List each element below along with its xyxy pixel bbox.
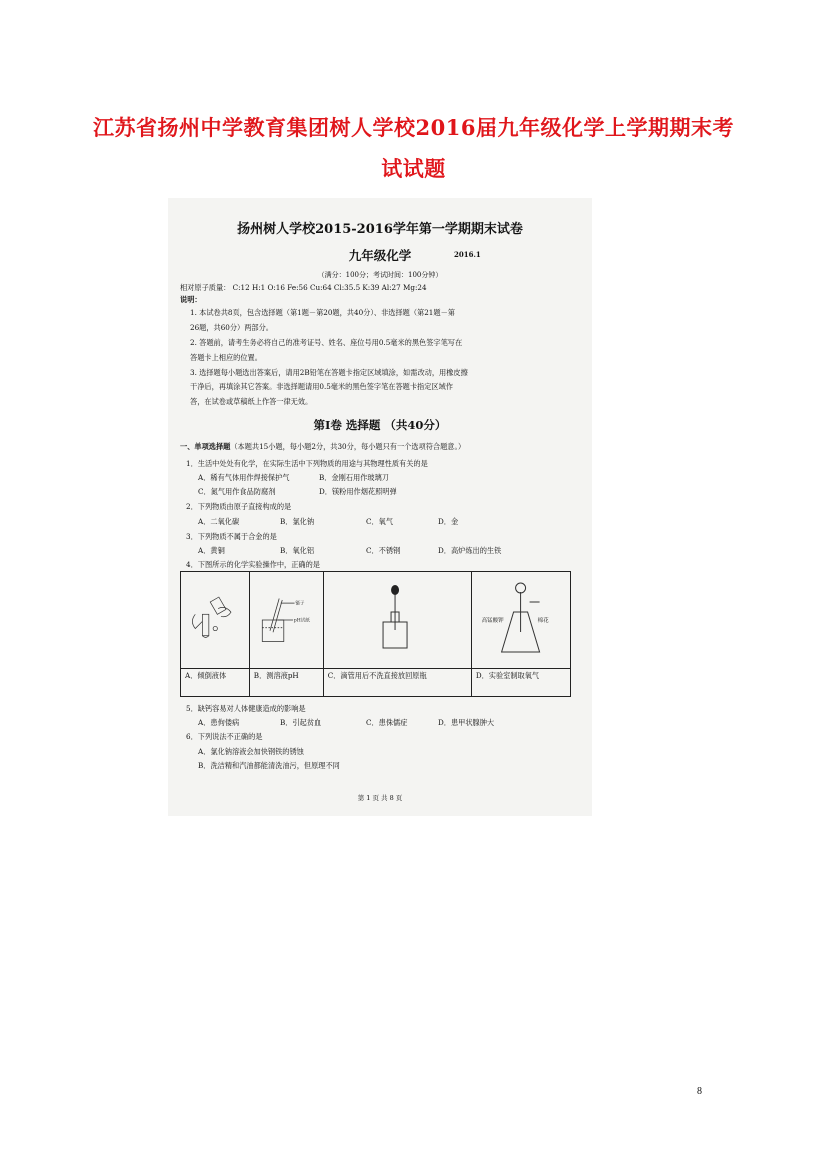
oxygen-setup-figure [472,572,570,668]
option: D．实验室制取氧气 [471,669,570,697]
option: B．氯化钠 [280,517,315,526]
option: B．引起贫血 [280,718,322,727]
exam-date: 2016.1 [454,250,481,259]
page-number: 8 [697,1086,702,1097]
option: A．倾倒液体 [181,669,250,697]
kmno4-label: 高锰酸钾 [481,618,504,624]
option: B．氧化铝 [280,546,315,555]
option: A．稀有气体用作焊接保护气 [198,473,290,482]
option: A．二氧化碳 [198,517,240,526]
option: C．滴管用后不洗直接放回原瓶 [323,669,471,697]
part1-heading: 一、单项选择题 [180,442,231,451]
pouring-liquid-figure [181,572,249,668]
document-title-line-2: 试试题 [381,156,446,181]
tweezers-label: 镊子 [295,601,305,607]
exam-title: 扬州树人学校2015-2016学年第一学期期末试卷 [237,222,523,237]
question-stem: 2．下列物质由原子直接构成的是 [186,502,292,511]
figure-b [249,572,323,669]
figure-a [181,572,250,669]
part1-note: （本题共15小题，每小题2分，共30分，每小题只有一个选项符合题意。） [230,442,466,451]
section-title: 第Ⅰ卷 选择题 （共40分） [313,418,447,432]
option: A．患佝偻病 [198,718,240,727]
instruction-line: 答题卡上相应的位置。 [190,353,262,362]
ph-paper-label: pH试纸 [293,618,310,624]
option: C．不锈钢 [366,546,401,555]
option: D．患甲状腺肿大 [438,718,495,727]
instructions-label: 说明： [180,295,202,304]
document-title-line-1: 江苏省扬州中学教育集团树人学校2016届九年级化学上学期期末考 [93,115,734,140]
question-stem: 4．下图所示的化学实验操作中，正确的是 [186,560,320,569]
question-stem: 5．缺钙容易对人体健康造成的影响是 [186,704,306,713]
option: C．氮气用作食品防腐剂 [198,487,276,496]
question-stem: 1．生活中处处有化学，在实际生活中下列物质的用途与其物理性质有关的是 [186,459,428,468]
option: C．患侏儒症 [366,718,408,727]
part1-heading-line [180,442,465,451]
atomic-masses: 相对原子质量： C:12 H:1 O:16 Fe:56 Cu:64 Cl:35.5 K:39 Al:27 Mg:24 [180,283,427,292]
option: B．洗洁精和汽油都能清洗油污，但原理不同 [198,761,340,770]
figure-d [471,572,570,669]
dropper-figure [324,572,471,668]
question-stem: 6．下列说法不正确的是 [186,732,263,741]
score-time-line: （满分：100分；考试时间：100分钟） [317,271,443,279]
option: D．高炉炼出的生铁 [438,546,502,555]
option: D．镁粉用作烟花照明弹 [319,487,397,496]
instruction-line: 1. 本试卷共8页，包含选择题（第1题－第20题，共40分）、非选择题（第21题－第 [190,308,455,317]
option: B．测溶液pH [249,669,323,697]
figure-c [323,572,471,669]
experiment-figure-table [180,571,571,697]
ph-test-figure [250,572,323,668]
option: A．黄铜 [198,546,225,555]
instruction-line: 26题，共60分）两部分。 [190,323,273,332]
instruction-line: 3. 选择题每小题选出答案后，请用2B铅笔在答题卡指定区域填涂，如需改动，用橡皮擦 [190,368,468,377]
instruction-line: 2. 答题前，请考生务必将自己的准考证号、姓名、座位号用0.5毫米的黑色签字笔写在 [190,338,463,347]
instruction-line: 答，在试卷或草稿纸上作答一律无效。 [190,397,313,406]
cotton-label: 棉花 [537,618,549,624]
option: D．金 [438,517,459,526]
option: A．氯化钠溶液会加快钢铁的锈蚀 [198,747,304,756]
option: C．氧气 [366,517,394,526]
option: B．金刚石用作玻璃刀 [319,473,389,482]
question-stem: 3．下列物质不属于合金的是 [186,532,277,541]
instruction-line: 干净后，再填涂其它答案。非选择题请用0.5毫米的黑色签字笔在答题卡指定区域作 [190,382,453,391]
exam-subject: 九年级化学 [348,248,412,263]
page-footer: 第 1 页 共 8 页 [357,794,403,802]
scanned-exam-page [168,198,592,816]
